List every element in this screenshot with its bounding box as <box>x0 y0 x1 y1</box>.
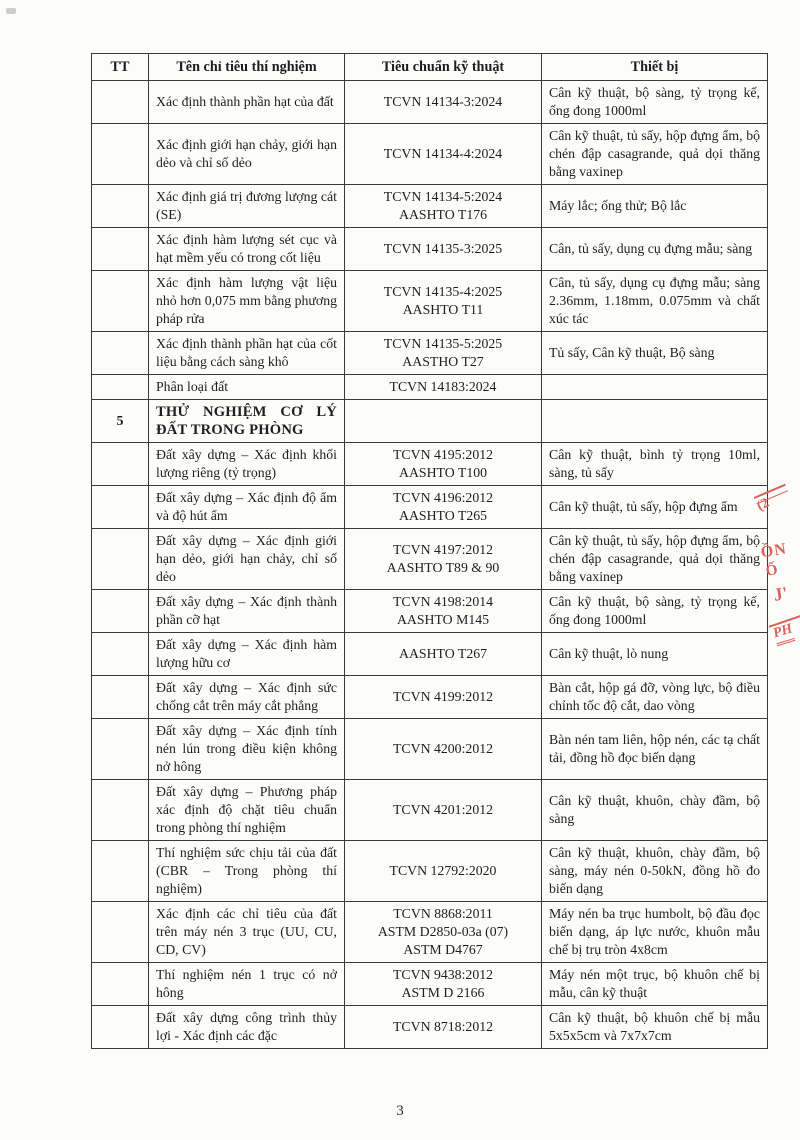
test-name-cell: Đất xây dựng – Phương pháp xác định độ chặt tiêu chuẩn trong phòng thí nghiệm <box>149 780 345 841</box>
table-row <box>92 228 768 271</box>
standard-cell <box>345 124 542 185</box>
equipment-cell: Cân, tủ sấy, dụng cụ đựng mẫu; sàng <box>542 228 768 271</box>
header-equipment: Thiết bị <box>542 54 768 81</box>
standard-line: AASHTO M145 <box>396 612 490 627</box>
standard-line: TCVN 8718:2012 <box>392 1019 494 1034</box>
table-row <box>92 375 768 400</box>
row-number-cell: 5 <box>92 400 149 443</box>
row-number-cell <box>92 375 149 400</box>
test-name-cell: THỬ NGHIỆM CƠ LÝ ĐẤT TRONG PHÒNG <box>149 400 345 443</box>
row-number-cell <box>92 124 149 185</box>
stamp-text-fragment: Ố <box>764 562 779 580</box>
row-number-cell <box>92 271 149 332</box>
standard-line: ASTM D4767 <box>403 942 483 957</box>
standard-cell <box>345 719 542 780</box>
table-row <box>92 271 768 332</box>
standard-line: TCVN 14134-3:2024 <box>383 94 503 109</box>
standard-line: TCVN 4197:2012 <box>392 542 494 557</box>
table-row <box>92 81 768 124</box>
stamp-text-fragment: J' <box>772 582 790 605</box>
equipment-cell: Cân kỹ thuật, tủ sấy, hộp đựng ẩm, bộ chén đập casagrande, quả dọi thăng bằng vaxinep <box>542 124 768 185</box>
standard-cell <box>345 633 542 676</box>
row-number-cell <box>92 963 149 1006</box>
table-row <box>92 590 768 633</box>
row-number-cell <box>92 81 149 124</box>
stamp-text-fragment: PH <box>771 621 795 646</box>
table-row <box>92 902 768 963</box>
equipment-cell: Cân kỹ thuật, bộ khuôn chế bị mẫu 5x5x5cm và 7x7x7cm <box>542 1006 768 1049</box>
stamp-text-fragment: ỒN <box>759 540 788 562</box>
table-row <box>92 486 768 529</box>
test-name-cell: Đất xây dựng – Xác định tính nén lún trong điều kiện không nở hông <box>149 719 345 780</box>
row-number-cell <box>92 486 149 529</box>
equipment-cell: Máy nén một trục, bộ khuôn chế bị mẫu, cân kỹ thuật <box>542 963 768 1006</box>
test-name-cell: Đất xây dựng – Xác định khối lượng riêng (tỷ trọng) <box>149 443 345 486</box>
page-number: 3 <box>396 1103 404 1119</box>
test-name-cell: Đất xây dựng – Xác định hàm lượng hữu cơ <box>149 633 345 676</box>
standard-cell <box>345 529 542 590</box>
row-number-cell <box>92 1006 149 1049</box>
test-name-cell: Đất xây dựng – Xác định thành phần cỡ hạt <box>149 590 345 633</box>
standard-line: ASTM D 2166 <box>401 985 485 1000</box>
table-row <box>92 332 768 375</box>
table-row <box>92 719 768 780</box>
equipment-cell: Cân kỹ thuật, tủ sấy, hộp đựng ẩm <box>542 486 768 529</box>
row-number-cell <box>92 841 149 902</box>
equipment-cell: Cân kỹ thuật, bình tỷ trọng 10ml, sàng, tủ sấy <box>542 443 768 486</box>
test-name-cell: Đất xây dựng – Xác định sức chống cắt trên máy cắt phẳng <box>149 676 345 719</box>
header-standard: Tiêu chuẩn kỹ thuật <box>345 54 542 81</box>
standard-line: TCVN 4196:2012 <box>392 490 494 505</box>
test-methods-table <box>91 53 768 1049</box>
row-number-cell <box>92 676 149 719</box>
test-name-cell: Xác định các chỉ tiêu của đất trên máy nén 3 trục (UU, CU, CD, CV) <box>149 902 345 963</box>
test-name-cell: Xác định thành phần hạt của cốt liệu bằng cách sàng khô <box>149 332 345 375</box>
equipment-cell: Máy lắc; ống thử; Bộ lắc <box>542 185 768 228</box>
standard-line: TCVN 4195:2012 <box>392 447 494 462</box>
equipment-cell: Cân kỹ thuật, khuôn, chày đầm, bộ sàng <box>542 780 768 841</box>
row-number-cell <box>92 902 149 963</box>
standard-cell <box>345 676 542 719</box>
equipment-cell: Máy nén ba trục humbolt, bộ đầu đọc biến dạng, áp lực nước, khuôn mẫu chế bị trụ tròn 4x8cm <box>542 902 768 963</box>
header-tt: TT <box>92 54 149 81</box>
test-name-cell: Thí nghiệm nén 1 trục có nở hông <box>149 963 345 1006</box>
standard-line: TCVN 4198:2014 <box>392 594 494 609</box>
test-name-cell: Xác định thành phần hạt của đất <box>149 81 345 124</box>
standard-line: TCVN 12792:2020 <box>389 863 497 878</box>
standard-line: AASTHO T27 <box>402 354 484 369</box>
equipment-cell: Bàn nén tam liên, hộp nén, các tạ chất tải, đồng hồ đọc biến dạng <box>542 719 768 780</box>
standard-cell <box>345 1006 542 1049</box>
standard-cell <box>345 332 542 375</box>
equipment-cell <box>542 375 768 400</box>
standard-cell <box>345 375 542 400</box>
standard-cell <box>345 590 542 633</box>
standard-line: TCVN 4201:2012 <box>392 802 494 817</box>
standard-line: AASHTO T267 <box>398 646 488 661</box>
standard-cell <box>345 841 542 902</box>
row-number-cell <box>92 228 149 271</box>
standard-cell <box>345 185 542 228</box>
table-row <box>92 963 768 1006</box>
standard-cell <box>345 902 542 963</box>
standard-line: TCVN 4200:2012 <box>392 741 494 756</box>
standard-line: TCVN 14135-3:2025 <box>383 241 503 256</box>
test-name-cell: Xác định hàm lượng vật liệu nhỏ hơn 0,075 mm bằng phương pháp rửa <box>149 271 345 332</box>
test-name-cell: Xác định giới hạn chảy, giới hạn dẻo và chỉ số dẻo <box>149 124 345 185</box>
table-row <box>92 400 768 443</box>
table-row <box>92 443 768 486</box>
test-name-cell: Xác định hàm lượng sét cục và hạt mềm yếu có trong cốt liệu <box>149 228 345 271</box>
test-name-cell: Phân loại đất <box>149 375 345 400</box>
standard-cell <box>345 443 542 486</box>
standard-line: TCVN 8868:2011 <box>393 906 493 921</box>
row-number-cell <box>92 529 149 590</box>
scan-artifact <box>6 8 16 14</box>
row-number-cell <box>92 780 149 841</box>
standard-cell <box>345 400 542 443</box>
test-name-cell: Đất xây dựng công trình thủy lợi - Xác định các đặc <box>149 1006 345 1049</box>
equipment-cell: Bàn cắt, hộp gá đỡ, vòng lực, bộ điều chỉnh tốc độ cắt, dao vòng <box>542 676 768 719</box>
test-name-cell: Xác định giá trị đương lượng cát (SE) <box>149 185 345 228</box>
equipment-cell: Cân kỹ thuật, khuôn, chày đầm, bộ sàng, máy nén 0-50kN, đồng hồ đo biến dạng <box>542 841 768 902</box>
equipment-cell: Cân kỹ thuật, tủ sấy, hộp đựng ẩm, bộ chén đập casagrande, quả dọi thăng bằng vaxinep <box>542 529 768 590</box>
standard-line: TCVN 14135-4:2025 <box>383 284 503 299</box>
standard-cell <box>345 228 542 271</box>
standard-line: TCVN 14135-5:2025 <box>383 336 503 351</box>
equipment-cell: Cân, tủ sấy, dụng cụ đựng mẫu; sàng 2.36mm, 1.18mm, 0.075mm và chất xúc tác <box>542 271 768 332</box>
standard-cell <box>345 81 542 124</box>
standard-line: AASHTO T176 <box>398 207 488 222</box>
equipment-cell: Tủ sấy, Cân kỹ thuật, Bộ sàng <box>542 332 768 375</box>
row-number-cell <box>92 590 149 633</box>
table-row <box>92 780 768 841</box>
row-number-cell <box>92 332 149 375</box>
standard-line: ASTM D2850-03a (07) <box>377 924 509 939</box>
standard-line: AASHTO T89 & 90 <box>386 560 500 575</box>
row-number-cell <box>92 185 149 228</box>
table-header-row <box>92 54 768 81</box>
standard-cell <box>345 271 542 332</box>
standard-line: AASHTO T100 <box>398 465 488 480</box>
equipment-cell: Cân kỹ thuật, lò nung <box>542 633 768 676</box>
test-name-cell: Thí nghiệm sức chịu tải của đất (CBR – Trong phòng thí nghiệm) <box>149 841 345 902</box>
standard-line: TCVN 14134-5:2024 <box>383 189 503 204</box>
equipment-cell: Cân kỹ thuật, bộ sàng, tỷ trọng kế, ống đong 1000ml <box>542 590 768 633</box>
table-row <box>92 676 768 719</box>
standard-cell <box>345 963 542 1006</box>
test-name-cell: Đất xây dựng – Xác định độ ẩm và độ hút ẩm <box>149 486 345 529</box>
row-number-cell <box>92 719 149 780</box>
stamp-text-fragment: (2 <box>754 495 772 515</box>
table-row <box>92 124 768 185</box>
standard-line: TCVN 14183:2024 <box>389 379 497 394</box>
row-number-cell <box>92 443 149 486</box>
standard-line: AASHTO T265 <box>398 508 488 523</box>
equipment-cell <box>542 400 768 443</box>
table-row <box>92 529 768 590</box>
row-number-cell <box>92 633 149 676</box>
standard-line: TCVN 4199:2012 <box>392 689 494 704</box>
standard-line: AASHTO T11 <box>402 302 484 317</box>
standard-cell <box>345 486 542 529</box>
standard-cell <box>345 780 542 841</box>
test-name-cell: Đất xây dựng – Xác định giới hạn dẻo, giới hạn chảy, chỉ số dẻo <box>149 529 345 590</box>
standard-line: TCVN 14134-4:2024 <box>383 146 503 161</box>
header-test-name: Tên chỉ tiêu thí nghiệm <box>149 54 345 81</box>
table-row <box>92 185 768 228</box>
table-row <box>92 633 768 676</box>
table-body <box>92 81 768 1049</box>
table-row <box>92 1006 768 1049</box>
table-row <box>92 841 768 902</box>
standard-line: TCVN 9438:2012 <box>392 967 494 982</box>
equipment-cell: Cân kỹ thuật, bộ sàng, tỷ trọng kế, ống đong 1000ml <box>542 81 768 124</box>
